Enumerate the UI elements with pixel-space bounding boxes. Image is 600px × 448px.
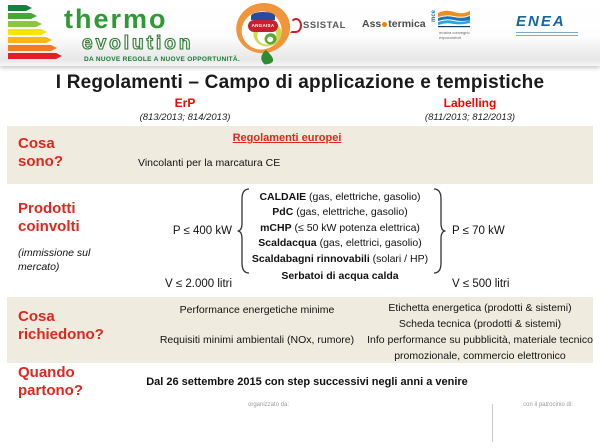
row-cosa-richiedono xyxy=(7,297,593,363)
erp-requirement-item: Performance energetiche minime xyxy=(179,304,335,316)
labelling-regulations: (811/2013; 812/2013) xyxy=(424,112,516,123)
header-banner xyxy=(0,0,600,66)
product-list xyxy=(247,190,433,267)
row-label-prodotti: Prodotti coinvolti xyxy=(18,200,80,235)
product-item: Scaldabagni rinnovabili (solari / HP) xyxy=(251,252,429,265)
erp-volume-limit: V ≤ 2.000 litri xyxy=(165,278,233,290)
mce-waves-icon xyxy=(438,9,470,29)
right-brace-icon xyxy=(431,187,447,275)
labelling-label: Labelling xyxy=(443,96,497,110)
enea-text: ENEA xyxy=(516,13,566,30)
labelling-requirement-item: Scheda tecnica (prodotti & sistemi) xyxy=(398,318,562,330)
energy-label-icon xyxy=(8,5,62,61)
product-item: Scaldacqua (gas, elettrici, gasolio) xyxy=(258,237,422,250)
angaisa-logo xyxy=(248,12,278,32)
erp-requirement-item: Requisiti minimi ambientali (NOx, rumore) xyxy=(159,334,355,346)
swirl-graphic-icon xyxy=(212,0,304,66)
labelling-requirement-item: Info performance su pubblicità, materiale tecnico promozionale, commercio elettronico xyxy=(367,334,593,362)
brand-name-bottom: evolution xyxy=(82,33,194,54)
enea-logo xyxy=(516,13,578,36)
labelling-power-limit: P ≤ 70 kW xyxy=(452,225,505,237)
brand-tagline: DA NUOVE REGOLE A NUOVE OPPORTUNITÀ. xyxy=(84,56,240,63)
page-title: I Regolamenti – Campo di applicazione e tempistiche xyxy=(55,72,545,93)
enea-tagline-bar xyxy=(516,32,578,34)
product-extra: Serbatoi di acqua calda xyxy=(281,270,399,282)
prodotti-note: (immissione sul mercato) xyxy=(18,247,91,274)
column-header-erp xyxy=(85,96,285,123)
row-quando-partono xyxy=(7,363,593,400)
footer-divider xyxy=(492,404,493,442)
row-label-cosa-richiedono: Cosa richiedono? xyxy=(18,308,104,343)
column-header-labelling xyxy=(370,96,570,123)
angaisa-globe-icon xyxy=(251,12,275,20)
row-cosa-sono xyxy=(7,126,593,184)
assistal-swirl-icon xyxy=(290,18,302,33)
enea-tagline-bar xyxy=(516,35,578,37)
assotermica-dot-icon xyxy=(382,22,387,27)
assistal-text: SSISTAL xyxy=(303,20,346,31)
labelling-requirement-item: Etichetta energetica (prodotti & sistemi) xyxy=(388,302,572,314)
product-item: mCHP (≤ 50 kW potenza elettrica) xyxy=(260,221,420,234)
patronage-label: con il patrocinio di: xyxy=(523,402,573,408)
cosa-sono-text: Vincolanti per la marcatura CE xyxy=(138,157,281,169)
labelling-requirements xyxy=(362,300,598,364)
erp-regulations: (813/2013; 814/2013) xyxy=(139,112,231,123)
mce-logo xyxy=(430,9,481,40)
assotermica-logo: Ass termica xyxy=(362,18,426,30)
labelling-volume-limit: V ≤ 500 litri xyxy=(452,278,510,290)
assistal-logo xyxy=(290,18,346,33)
organized-by-label: organizzato da: xyxy=(248,402,290,408)
row-prodotti-coinvolti xyxy=(7,184,593,297)
erp-power-limit: P ≤ 400 kW xyxy=(172,225,232,237)
row-label-quando: Quando partono? xyxy=(18,364,83,399)
brand-name-top: thermo xyxy=(64,4,168,34)
mce-text: mce xyxy=(431,9,437,22)
erp-label: ErP xyxy=(174,96,196,110)
product-item: CALDAIE (gas, elettriche, gasolio) xyxy=(259,191,421,203)
mce-caption: mostra convegno expocomfort xyxy=(439,30,470,41)
row-label-cosa-sono: Cosa sono? xyxy=(18,135,63,170)
product-item: PdC (gas, elettriche, gasolio) xyxy=(272,206,408,219)
angaisa-text: ANGAISA xyxy=(248,20,278,32)
regolamenti-europei-heading: Regolamenti europei xyxy=(232,132,342,144)
quando-text: Dal 26 settembre 2015 con step successivi negli anni a venire xyxy=(146,376,468,388)
